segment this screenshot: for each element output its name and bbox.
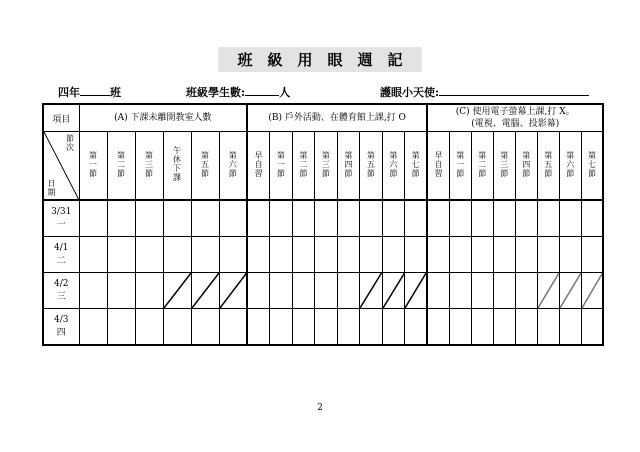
item-header: 項目 bbox=[43, 104, 79, 132]
entry-cell-a-5[interactable] bbox=[191, 237, 219, 273]
entry-cell-b-6[interactable] bbox=[360, 309, 383, 346]
col-header-c-8 bbox=[581, 132, 603, 201]
entry-cell-b-8[interactable] bbox=[405, 200, 428, 237]
date-row bbox=[43, 200, 603, 237]
col-header-label: 第四節 bbox=[343, 150, 353, 178]
entry-cell-b-4[interactable] bbox=[315, 273, 338, 309]
entry-cell-b-3[interactable] bbox=[292, 273, 315, 309]
entry-cell-a-5[interactable] bbox=[191, 273, 219, 309]
entry-cell-c-5[interactable] bbox=[515, 200, 537, 237]
entry-cell-b-6[interactable] bbox=[360, 273, 383, 309]
entry-cell-c-2[interactable] bbox=[449, 200, 471, 237]
col-header-c-2 bbox=[449, 132, 471, 201]
entry-cell-c-1[interactable] bbox=[427, 200, 449, 237]
col-header-b-8 bbox=[405, 132, 428, 201]
entry-cell-a-1[interactable] bbox=[79, 309, 107, 346]
col-header-b-3 bbox=[292, 132, 315, 201]
date-label: 4/2 bbox=[54, 278, 69, 289]
col-header-b-4 bbox=[315, 132, 338, 201]
entry-cell-b-2[interactable] bbox=[270, 237, 293, 273]
entry-cell-a-5[interactable] bbox=[191, 309, 219, 346]
col-header-a-5 bbox=[191, 132, 219, 201]
col-header-c-7 bbox=[559, 132, 581, 201]
date-label: 4/1 bbox=[54, 242, 69, 253]
entry-cell-a-2[interactable] bbox=[107, 309, 135, 346]
col-header-b-1 bbox=[247, 132, 270, 201]
class-suffix: 班 bbox=[110, 86, 121, 99]
col-header-c-6 bbox=[537, 132, 559, 201]
entry-cell-a-6[interactable] bbox=[219, 237, 247, 273]
col-header-label: 第三節 bbox=[321, 150, 331, 178]
entry-cell-b-8[interactable] bbox=[405, 273, 428, 309]
col-header-a-1 bbox=[79, 132, 107, 201]
col-header-label: 早自習 bbox=[254, 150, 264, 178]
entry-cell-b-6[interactable] bbox=[360, 237, 383, 273]
col-header-label: 第五節 bbox=[366, 150, 376, 178]
students-suffix: 人 bbox=[279, 86, 291, 99]
entry-cell-a-4[interactable] bbox=[163, 309, 191, 346]
entry-cell-b-3[interactable] bbox=[292, 200, 315, 237]
entry-cell-c-4[interactable] bbox=[493, 237, 515, 273]
entry-cell-a-2[interactable] bbox=[107, 237, 135, 273]
col-header-c-5 bbox=[515, 132, 537, 201]
col-header-label: 第七節 bbox=[411, 150, 421, 178]
date-label: 3/31 bbox=[51, 206, 72, 217]
entry-cell-a-5[interactable] bbox=[191, 200, 219, 237]
entry-cell-c-3[interactable] bbox=[471, 309, 493, 346]
date-row bbox=[43, 237, 603, 273]
guardian-blank[interactable] bbox=[439, 85, 589, 96]
col-header-c-4 bbox=[493, 132, 515, 201]
group-c-header bbox=[427, 104, 603, 132]
col-header-b-2 bbox=[270, 132, 293, 201]
col-header-label: 第六節 bbox=[228, 150, 238, 178]
strike-diagonal bbox=[220, 273, 247, 308]
col-header-a-3 bbox=[135, 132, 163, 201]
entry-cell-a-3[interactable] bbox=[135, 273, 163, 309]
strike-diagonal bbox=[582, 273, 603, 308]
entry-cell-a-2[interactable] bbox=[107, 273, 135, 309]
entry-cell-c-2[interactable] bbox=[449, 273, 471, 309]
entry-cell-b-3[interactable] bbox=[292, 237, 315, 273]
col-header-a-2 bbox=[107, 132, 135, 201]
entry-cell-a-1[interactable] bbox=[79, 237, 107, 273]
col-header-c-3 bbox=[471, 132, 493, 201]
col-header-a-6 bbox=[219, 132, 247, 201]
col-header-label: 午休下課 bbox=[172, 146, 182, 182]
title-box bbox=[218, 47, 422, 72]
entry-cell-a-1[interactable] bbox=[79, 273, 107, 309]
entry-cell-c-6[interactable] bbox=[537, 237, 559, 273]
date-cell bbox=[43, 309, 79, 346]
entry-cell-b-2[interactable] bbox=[270, 200, 293, 237]
entry-cell-c-3[interactable] bbox=[471, 273, 493, 309]
entry-cell-c-8[interactable] bbox=[581, 309, 603, 346]
entry-cell-c-1[interactable] bbox=[427, 309, 449, 346]
strike-diagonal bbox=[538, 273, 559, 308]
date-row bbox=[43, 309, 603, 346]
date-cell bbox=[43, 200, 79, 237]
entry-cell-c-4[interactable] bbox=[493, 309, 515, 346]
col-header-label: 第六節 bbox=[565, 150, 575, 178]
col-header-c-1 bbox=[427, 132, 449, 201]
col-header-b-5 bbox=[337, 132, 360, 201]
entry-cell-a-4[interactable] bbox=[163, 200, 191, 237]
entry-cell-c-6[interactable] bbox=[537, 273, 559, 309]
entry-cell-b-4[interactable] bbox=[315, 309, 338, 346]
entry-cell-b-2[interactable] bbox=[270, 273, 293, 309]
entry-cell-c-7[interactable] bbox=[559, 237, 581, 273]
col-header-label: 第四節 bbox=[521, 150, 531, 178]
entry-cell-b-7[interactable] bbox=[382, 237, 405, 273]
entry-cell-b-2[interactable] bbox=[270, 309, 293, 346]
col-header-label: 第一節 bbox=[455, 150, 465, 178]
group-a-header: (A) 下課未離開教室人數 bbox=[79, 104, 247, 132]
group-c-line2: (電視、電腦、投影幕) bbox=[471, 119, 560, 129]
entry-cell-a-1[interactable] bbox=[79, 200, 107, 237]
guardian-field bbox=[380, 84, 589, 100]
entry-cell-a-2[interactable] bbox=[107, 200, 135, 237]
entry-cell-b-3[interactable] bbox=[292, 309, 315, 346]
corner-period-label: 節次 bbox=[65, 134, 75, 152]
entry-cell-b-1[interactable] bbox=[247, 273, 270, 309]
corner-date-label: 日期 bbox=[47, 179, 56, 197]
strike-diagonal bbox=[560, 273, 581, 308]
entry-cell-a-6[interactable] bbox=[219, 200, 247, 237]
grade-label: 四年 bbox=[58, 86, 80, 99]
students-label: 班級學生數: bbox=[186, 86, 246, 99]
entry-cell-c-6[interactable] bbox=[537, 309, 559, 346]
entry-cell-c-1[interactable] bbox=[427, 237, 449, 273]
strike-diagonal bbox=[164, 273, 191, 308]
entry-cell-c-6[interactable] bbox=[537, 200, 559, 237]
col-header-label: 第七節 bbox=[587, 150, 597, 178]
col-header-label: 第二節 bbox=[298, 150, 308, 178]
students-field bbox=[186, 84, 290, 100]
weekday-label: 三 bbox=[56, 291, 66, 302]
weekday-label: 一 bbox=[56, 219, 66, 230]
page-title: 班級用眼週記 bbox=[237, 51, 418, 69]
eye-use-table bbox=[42, 103, 604, 346]
entry-cell-b-1[interactable] bbox=[247, 309, 270, 346]
entry-cell-c-8[interactable] bbox=[581, 200, 603, 237]
strike-diagonal bbox=[383, 273, 405, 308]
col-header-a-4 bbox=[163, 132, 191, 201]
entry-cell-b-5[interactable] bbox=[337, 200, 360, 237]
col-header-label: 第六節 bbox=[388, 150, 398, 178]
col-header-label: 第五節 bbox=[543, 150, 553, 178]
period-date-corner bbox=[43, 132, 79, 201]
date-cell bbox=[43, 273, 79, 309]
entry-cell-a-3[interactable] bbox=[135, 237, 163, 273]
entry-cell-c-8[interactable] bbox=[581, 273, 603, 309]
entry-cell-b-1[interactable] bbox=[247, 200, 270, 237]
entry-cell-a-4[interactable] bbox=[163, 237, 191, 273]
entry-cell-c-2[interactable] bbox=[449, 237, 471, 273]
class-blank[interactable] bbox=[80, 85, 110, 96]
entry-cell-b-7[interactable] bbox=[382, 273, 405, 309]
guardian-label: 護眼小天使: bbox=[380, 86, 440, 99]
col-header-label: 第三節 bbox=[499, 150, 509, 178]
col-header-label: 第二節 bbox=[116, 150, 126, 178]
entry-cell-c-5[interactable] bbox=[515, 273, 537, 309]
strike-diagonal bbox=[405, 273, 426, 308]
entry-cell-c-1[interactable] bbox=[427, 273, 449, 309]
entry-cell-a-6[interactable] bbox=[219, 309, 247, 346]
col-header-label: 第五節 bbox=[200, 150, 210, 178]
entry-cell-a-4[interactable] bbox=[163, 273, 191, 309]
entry-cell-c-3[interactable] bbox=[471, 200, 493, 237]
weekday-label: 四 bbox=[56, 327, 66, 338]
weekday-label: 二 bbox=[56, 255, 66, 266]
entry-cell-c-7[interactable] bbox=[559, 200, 581, 237]
entry-cell-c-8[interactable] bbox=[581, 237, 603, 273]
group-b-header: (B) 戶外活動、在體育館上課,打 O bbox=[247, 104, 427, 132]
entry-cell-b-5[interactable] bbox=[337, 309, 360, 346]
strike-diagonal bbox=[192, 273, 219, 308]
group-c-line1: (C) 使用電子螢幕上課,打 X。 bbox=[455, 107, 575, 117]
col-header-label: 第二節 bbox=[477, 150, 487, 178]
entry-cell-a-6[interactable] bbox=[219, 273, 247, 309]
entry-cell-c-5[interactable] bbox=[515, 309, 537, 346]
entry-cell-b-4[interactable] bbox=[315, 237, 338, 273]
strike-diagonal bbox=[360, 273, 382, 308]
page-number: 2 bbox=[317, 403, 323, 413]
date-label: 4/3 bbox=[54, 314, 69, 325]
entry-cell-c-3[interactable] bbox=[471, 237, 493, 273]
entry-cell-b-6[interactable] bbox=[360, 200, 383, 237]
students-blank[interactable] bbox=[245, 85, 279, 96]
grade-class-field bbox=[58, 84, 121, 100]
entry-cell-c-2[interactable] bbox=[449, 309, 471, 346]
entry-cell-b-7[interactable] bbox=[382, 200, 405, 237]
entry-cell-b-5[interactable] bbox=[337, 273, 360, 309]
entry-cell-b-7[interactable] bbox=[382, 309, 405, 346]
date-row bbox=[43, 273, 603, 309]
entry-cell-c-4[interactable] bbox=[493, 200, 515, 237]
col-header-b-6 bbox=[360, 132, 383, 201]
entry-cell-b-8[interactable] bbox=[405, 309, 428, 346]
entry-cell-b-1[interactable] bbox=[247, 237, 270, 273]
entry-cell-a-3[interactable] bbox=[135, 200, 163, 237]
entry-cell-a-3[interactable] bbox=[135, 309, 163, 346]
entry-cell-c-7[interactable] bbox=[559, 273, 581, 309]
entry-cell-b-8[interactable] bbox=[405, 237, 428, 273]
date-cell bbox=[43, 237, 79, 273]
entry-cell-c-7[interactable] bbox=[559, 309, 581, 346]
col-header-label: 第一節 bbox=[88, 150, 98, 178]
col-header-b-7 bbox=[382, 132, 405, 201]
col-header-label: 早自習 bbox=[433, 150, 443, 178]
col-header-label: 第一節 bbox=[276, 150, 286, 178]
col-header-label: 第三節 bbox=[144, 150, 154, 178]
entry-cell-c-4[interactable] bbox=[493, 273, 515, 309]
entry-cell-b-4[interactable] bbox=[315, 200, 338, 237]
entry-cell-c-5[interactable] bbox=[515, 237, 537, 273]
entry-cell-b-5[interactable] bbox=[337, 237, 360, 273]
